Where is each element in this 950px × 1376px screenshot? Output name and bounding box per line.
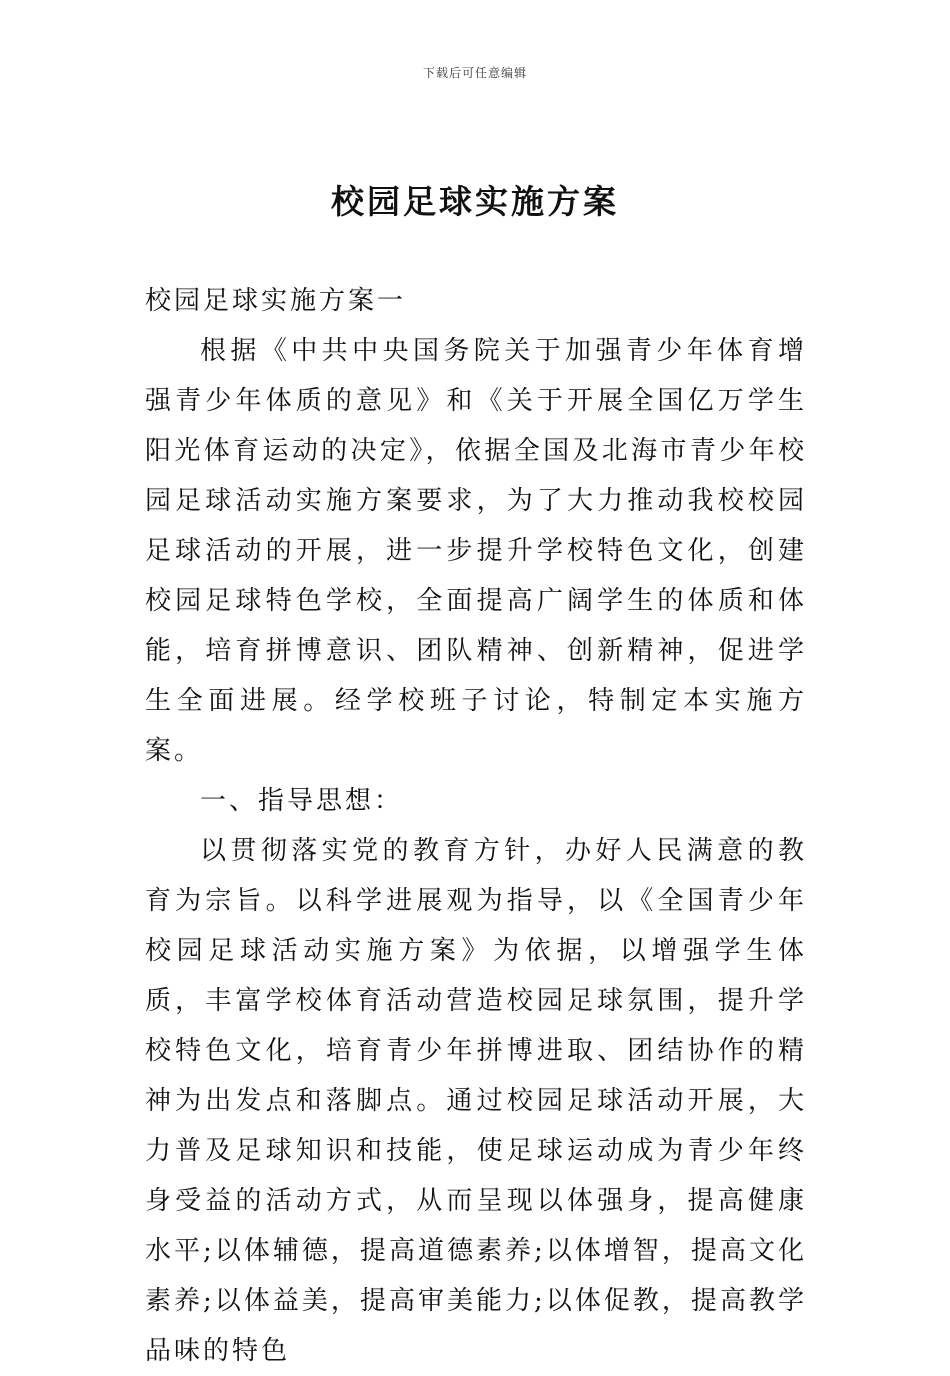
section-subtitle: 校园足球实施方案一 [145,286,407,316]
paragraph-guiding-ideology: 以贯彻落实党的教育方针，办好人民满意的教育为宗旨。以科学进展观为指导，以《全国青少年校园足球活动实施方案》为依据，以增强学生体质，丰富学校体育活动营造校园足球氛围，提升学校特色文化，培育青少年拼博进取、团结协作的精神为出发点和落脚点。通过校园足球活动开展，大力普及足球知识和技能，使足球运动成为青少年终身受益的活动方式，从而呈现以体强身，提高健康水平;以体辅德，提高道德素养;以体增智，提高文化素养;以体益美，提高审美能力;以体促教，提高教学品味的特色 [145,836,807,1366]
section-heading-guiding-ideology: 一、指导思想： [200,786,404,816]
document-body [145,276,807,1376]
header-note: 下载后可任意编辑 [422,66,527,80]
paragraph-intro: 根据《中共中央国务院关于加强青少年体育增强青少年体质的意见》和《关于开展全国亿万学生阳光体育运动的决定》，依据全国及北海市青少年校园足球活动实施方案要求，为了大力推动我校校园足球活动的开展，进一步提升学校特色文化，创建校园足球特色学校，全面提高广阔学生的体质和体能，培育拼博意识、团队精神、创新精神，促进学生全面进展。经学校班子讨论，特制定本实施方案。 [145,336,807,766]
document-title: 校园足球实施方案 [331,182,619,221]
